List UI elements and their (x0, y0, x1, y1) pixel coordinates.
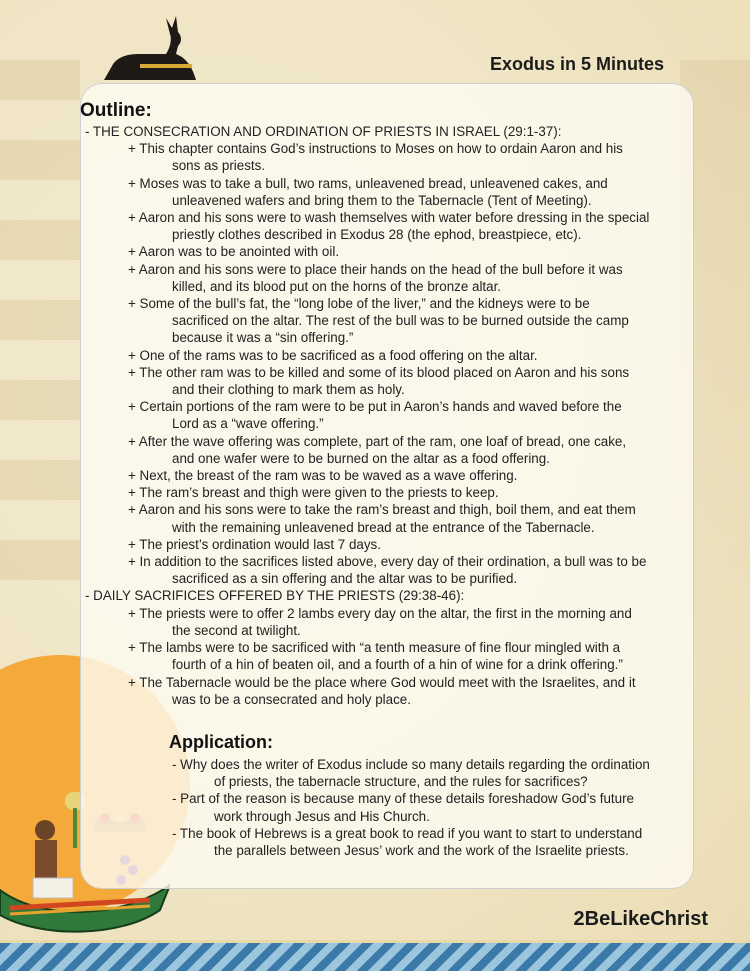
page-title: Exodus in 5 Minutes (489, 54, 664, 74)
outline-list-item (85, 243, 695, 260)
brand-logo-text: 2BeLikeChrist (573, 908, 708, 930)
outline-item-line: + The lambs were to be sacrificed with “a tenth measure of fine flour mingled with a (128, 640, 621, 656)
hieroglyph-wall-left (0, 60, 80, 620)
outline-item-line: with the remaining unleavened bread at the entrance of the Tabernacle. (172, 519, 595, 535)
outline-item-line: because it was a “sin offering.” (172, 330, 354, 346)
application-item-line: - Why does the writer of Exodus include so many details regarding the ordination (172, 757, 650, 772)
application-list-item (172, 756, 692, 790)
outline-list-item (85, 433, 695, 467)
outline-item-line: + Certain portions of the ram were to be put in Aaron’s hands and waved before the (128, 399, 622, 415)
outline-item-line: + After the wave offering was complete, part of the ram, one loaf of bread, one cake, (128, 433, 627, 449)
application-list-item (172, 790, 692, 824)
outline-list-item (85, 536, 695, 553)
outline-list-item (85, 398, 695, 432)
outline-item-line: sons as priests. (172, 158, 266, 174)
outline-item-line: Lord as a “wave offering.” (172, 416, 324, 432)
outline-list-item (85, 295, 695, 347)
outline-item-line: + This chapter contains God’s instructions to Moses on how to ordain Aaron and his (128, 141, 623, 157)
application-item-line: work through Jesus and His Church. (214, 808, 430, 824)
outline-item-line: killed, and its blood put on the horns of the bronze altar. (172, 278, 502, 294)
application-item-line: of priests, the tabernacle structure, and the rules for sacrifices? (214, 774, 588, 790)
anubis-jackal-icon (96, 14, 206, 82)
outline-item-line: + Some of the bull’s fat, the “long lobe of the liver,” and the kidneys were to be (128, 296, 590, 312)
outline-item-line: + Aaron was to be anointed with oil. (128, 244, 340, 260)
outline-list-item (85, 347, 695, 364)
outline-list-item (85, 364, 695, 398)
decorative-bottom-band (0, 940, 750, 971)
outline-section-title: - THE CONSECRATION AND ORDINATION OF PRIESTS IN ISRAEL (29:1-37): (85, 124, 562, 139)
application-item-line: - The book of Hebrews is a great book to read if you want to start to understand (172, 825, 643, 841)
outline-item-line: + The ram’s breast and thigh were given to the priests to keep. (128, 485, 499, 501)
outline-item-line: and their clothing to mark them as holy. (172, 382, 405, 398)
outline-list-item (85, 484, 695, 501)
outline-list-item (85, 261, 695, 295)
outline-item-line: unleavened wafers and bring them to the Tabernacle (Tent of Meeting). (172, 192, 592, 208)
outline-list-item (85, 467, 695, 484)
outline-item-line: + The priest’s ordination would last 7 days. (128, 536, 381, 552)
outline-heading: Outline: (80, 100, 152, 121)
application-list-item (172, 825, 692, 859)
outline-item-line: + Moses was to take a bull, two rams, unleavened bread, unleavened cakes, and (128, 175, 608, 191)
outline-item-line: + The Tabernacle would be the place where God would meet with the Israelites, and it (128, 674, 636, 690)
application-item-line: - Part of the reason is because many of these details foreshadow God’s future (172, 791, 634, 807)
outline-list-item (85, 639, 695, 673)
outline-list-item (85, 209, 695, 243)
outline-item-line: + Aaron and his sons were to wash themselves with water before dressing in the special (128, 210, 650, 226)
outline-item-line: the second at twilight. (172, 622, 301, 638)
outline-list-item (85, 674, 695, 708)
application-item-line: the parallels between Jesus’ work and the work of the Israelite priests. (214, 843, 629, 859)
outline-item-line: + In addition to the sacrifices listed above, every day of their ordination, a bull was to be (128, 554, 647, 570)
outline-item-line: + The priests were to offer 2 lambs every day on the altar, the first in the morning and (128, 605, 632, 621)
outline-item-line: sacrificed as a sin offering and the altar was to be purified. (172, 571, 518, 587)
outline-item-line: sacrificed on the altar. The rest of the bull was to be burned outside the camp (172, 313, 629, 329)
outline-item-line: fourth of a hin of beaten oil, and a fourth of a hin of wine for a drink offering.” (172, 657, 623, 673)
outline-list-item (85, 553, 695, 587)
outline-item-line: priestly clothes described in Exodus 28 (the ephod, breastpiece, etc). (172, 227, 582, 243)
application-heading: Application: (169, 732, 273, 752)
application-list (172, 756, 692, 859)
outline-item-line: + Aaron and his sons were to place their hands on the head of the bull before it was (128, 261, 623, 277)
outline-list-item (85, 175, 695, 209)
outline-item-line: + Next, the breast of the ram was to be waved as a wave offering. (128, 468, 518, 484)
outline-item-line: was to be a consecrated and holy place. (172, 691, 411, 707)
outline-list (85, 123, 695, 708)
outline-section-title: - DAILY SACRIFICES OFFERED BY THE PRIESTS (29:38-46): (85, 588, 465, 604)
outline-item-line: + One of the rams was to be sacrificed as a food offering on the altar. (128, 347, 538, 363)
outline-item-line: + The other ram was to be killed and some of its blood placed on Aaron and his sons (128, 364, 630, 380)
egyptian-boat-icon (0, 880, 170, 940)
outline-list-item (85, 501, 695, 535)
outline-item-line: + Aaron and his sons were to take the ram’s breast and thigh, boil them, and eat them (128, 502, 636, 518)
outline-item-line: and one wafer were to be burned on the altar as a food offering. (172, 450, 550, 466)
outline-list-item (85, 140, 695, 174)
outline-list-item (85, 605, 695, 639)
